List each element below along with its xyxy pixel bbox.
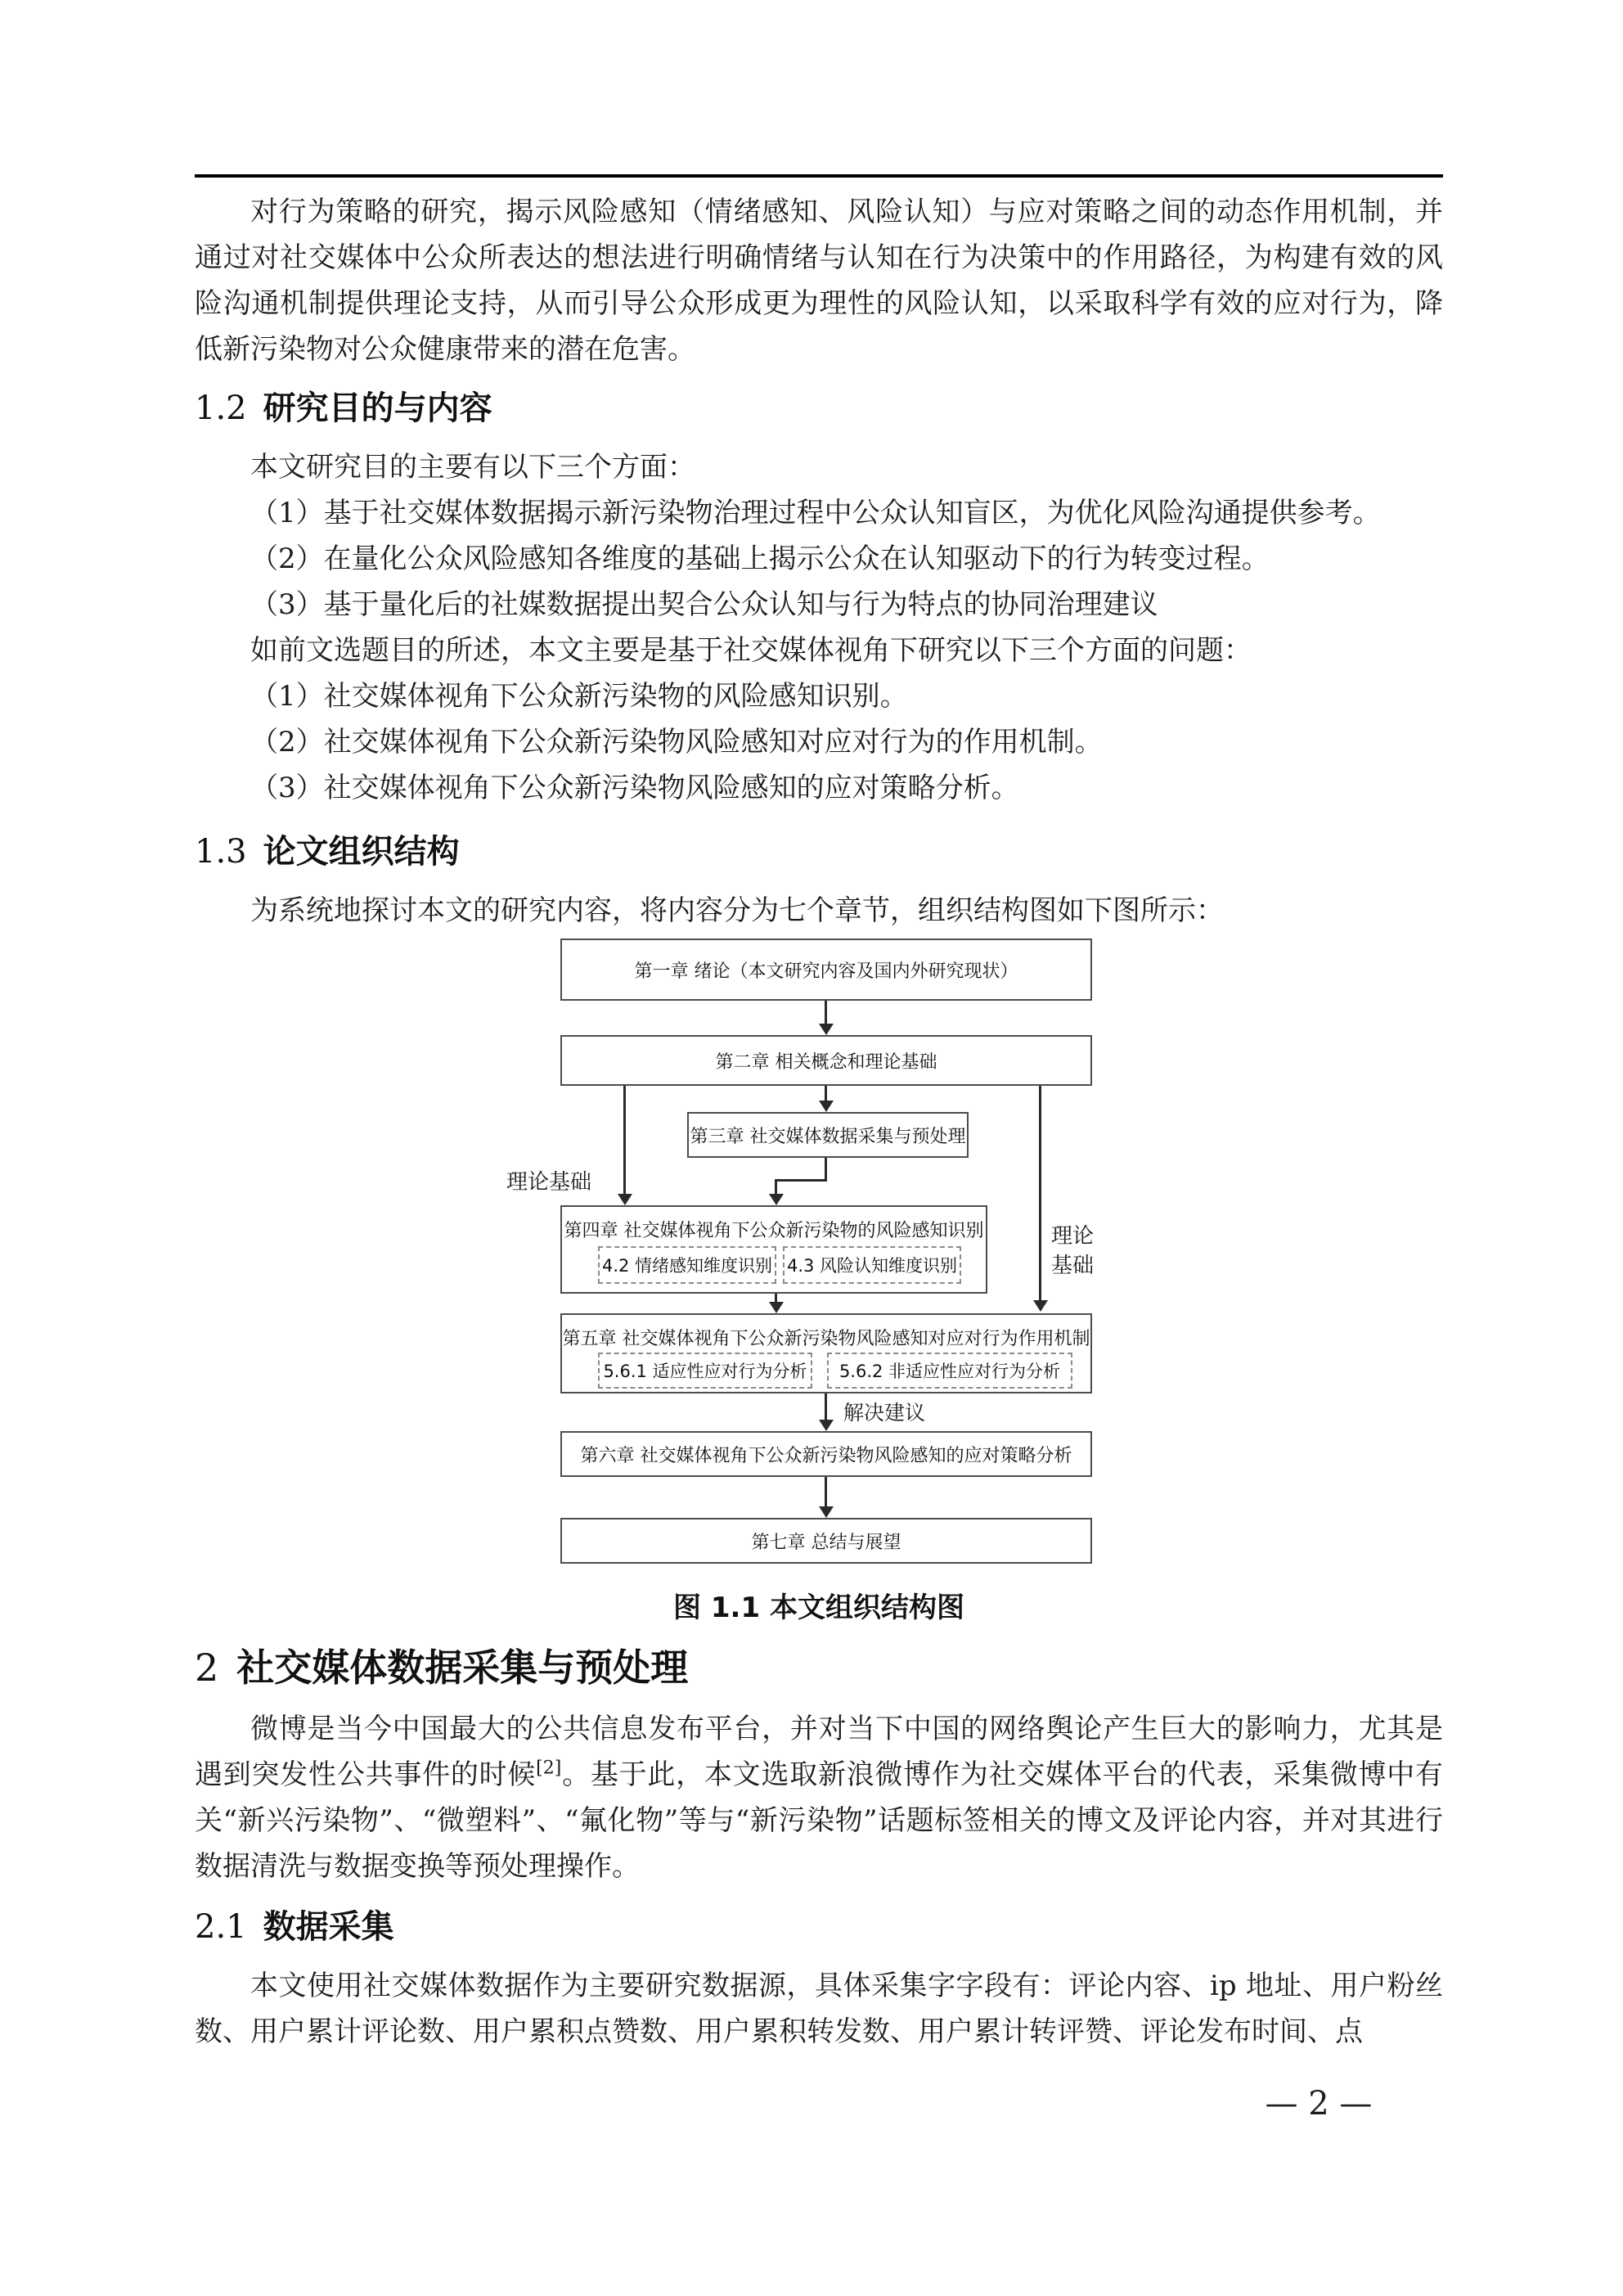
chapter2-paragraph — [195, 1706, 1443, 1889]
flow-subnode-4-3: 4.3 风险认知维度识别 — [783, 1246, 961, 1284]
edge-label-theory-right-line1: 理论 — [1051, 1224, 1095, 1249]
arrow-ch6-ch7-line — [825, 1477, 827, 1506]
flow-node-chapter4-title: 第四章 社交媒体视角下公众新污染物的风险感知识别 — [564, 1221, 984, 1241]
flow-subnode-5-6-2: 5.6.2 非适应性应对行为分析 — [827, 1353, 1072, 1389]
section-title-1-2: 研究目的与内容 — [263, 389, 492, 427]
list-item-aim-3: （3）基于量化后的社媒数据提出契合公众认知与行为特点的协同治理建议 — [250, 588, 1158, 621]
edge-label-theory-right-line2: 基础 — [1051, 1254, 1095, 1278]
intro-paragraph: 对行为策略的研究，揭示风险感知（情绪感知、风险认知）与应对策略之间的动态作用机制，并通过对社交媒体中公众所表达的想法进行明确情绪与认知在行为决策中的作用路径，为构建有效的风险沟通机制提供理论支持，从而引导公众形成更为理性的风险认知，以采取科学有效的应对行为，降低新污染物对公众健康带来的潜在危害。 — [195, 196, 1443, 366]
chapter2-paragraph-part1: 微博是当今中国最大的公共信息发布平台，并对当下中国的网络舆论产生巨大的影响力，尤其是遇到突发性公共事件的时候 — [195, 1713, 1443, 1791]
edge-ch3-ch4-seg2 — [776, 1179, 826, 1182]
arrow-ch4-ch5-head — [769, 1302, 784, 1313]
edge-theory-left-line — [623, 1086, 626, 1194]
page-content — [195, 174, 1443, 2055]
flow-node-chapter5-title: 第五章 社交媒体视角下公众新污染物风险感知对应对行为作用机制 — [562, 1329, 1090, 1349]
section-heading-1-3 — [195, 832, 1443, 871]
edge-ch3-ch4-seg3 — [775, 1179, 777, 1195]
edge-theory-right-head — [1033, 1300, 1048, 1312]
section-heading-1-2 — [195, 389, 1443, 428]
paragraph-line-lead-1-3: 为系统地探讨本文的研究内容，将内容分为七个章节，组织结构图如下图所示： — [250, 894, 1224, 927]
chapter-title-2: 社交媒体数据采集与预处理 — [236, 1645, 689, 1690]
chapter-number-2: 2 — [195, 1645, 219, 1690]
paragraph-line-lead2-1-2: 如前文选题目的所述，本文主要是基于社交媒体视角下研究以下三个方面的问题： — [250, 634, 1252, 667]
section-number-1-2: 1.2 — [195, 389, 247, 427]
edge-ch3-ch4-head — [769, 1194, 784, 1205]
arrow-ch1-ch2-head — [819, 1024, 834, 1035]
paragraph-line-lead-1-2: 本文研究目的主要有以下三个方面： — [250, 451, 695, 484]
arrow-ch5-ch6-line — [825, 1393, 827, 1420]
flow-node-chapter3: 第三章 社交媒体数据采集与预处理 — [687, 1112, 969, 1158]
flow-node-chapter2: 第二章 相关概念和理论基础 — [560, 1035, 1092, 1086]
edge-label-solution: 解决建议 — [843, 1401, 926, 1425]
chapter-heading-2 — [195, 1645, 1443, 1690]
arrow-ch2-ch3-line — [825, 1086, 827, 1101]
section-title-1-3: 论文组织结构 — [263, 833, 460, 871]
section-heading-2-1 — [195, 1907, 1443, 1947]
header-rule — [195, 174, 1443, 178]
edge-theory-right-line — [1039, 1086, 1041, 1300]
section-number-1-3: 1.3 — [195, 833, 247, 871]
arrow-ch5-ch6-head — [819, 1420, 834, 1431]
figure-1-1-flowchart — [492, 934, 1146, 1572]
citation-ref-2: [2] — [536, 1758, 562, 1779]
arrow-ch1-ch2-line — [825, 1001, 827, 1024]
edge-ch3-ch4-seg1 — [825, 1158, 827, 1182]
edge-theory-left-head — [618, 1194, 632, 1205]
list-item-aim-1: （1）基于社交媒体数据揭示新污染物治理过程中公众认知盲区，为优化风险沟通提供参考。 — [250, 497, 1381, 529]
list-item-question-3: （3）社交媒体视角下公众新污染物风险感知的应对策略分析。 — [250, 772, 1019, 804]
page-number: — 2 — — [1265, 2085, 1373, 2123]
list-item-aim-2: （2）在量化公众风险感知各维度的基础上揭示公众在认知驱动下的行为转变过程。 — [250, 542, 1270, 575]
arrow-ch2-ch3-head — [819, 1101, 834, 1112]
figure-caption: 图 1.1 本文组织结构图 — [673, 1591, 964, 1624]
flow-node-chapter1: 第一章 绪论（本文研究内容及国内外研究现状） — [560, 939, 1092, 1001]
edge-label-theory-left: 理论基础 — [506, 1170, 592, 1195]
section-2-1-paragraph: 本文使用社交媒体数据作为主要研究数据源，具体采集字字段有：评论内容、ip 地址、用户粉丝数、用户累计评论数、用户累积点赞数、用户累积转发数、用户累计转评赞、评论发布时间、点 — [195, 1970, 1443, 2048]
flow-node-chapter7: 第七章 总结与展望 — [560, 1518, 1092, 1564]
section-number-2-1: 2.1 — [195, 1908, 247, 1946]
arrow-ch6-ch7-head — [819, 1506, 834, 1518]
flow-node-chapter6: 第六章 社交媒体视角下公众新污染物风险感知的应对策略分析 — [560, 1431, 1092, 1477]
flow-subnode-4-2: 4.2 情绪感知维度识别 — [598, 1246, 776, 1284]
section-title-2-1: 数据采集 — [263, 1908, 394, 1946]
list-item-question-1: （1）社交媒体视角下公众新污染物的风险感知识别。 — [250, 680, 908, 713]
flow-subnode-5-6-1: 5.6.1 适应性应对行为分析 — [598, 1353, 812, 1389]
chapter2-paragraph-part2: 。基于此，本文选取新浪微博作为社交媒体平台的代表，采集微博中有关“新兴污染物”、“微塑料”、“氟化物”等与“新污染物”话题标签相关的博文及评论内容，并对其进行数据清洗与数据变换等预处理操作。 — [195, 1758, 1444, 1883]
edge-label-theory-right — [1051, 1222, 1094, 1281]
list-item-question-2: （2）社交媒体视角下公众新污染物风险感知对应对行为的作用机制。 — [250, 726, 1103, 759]
